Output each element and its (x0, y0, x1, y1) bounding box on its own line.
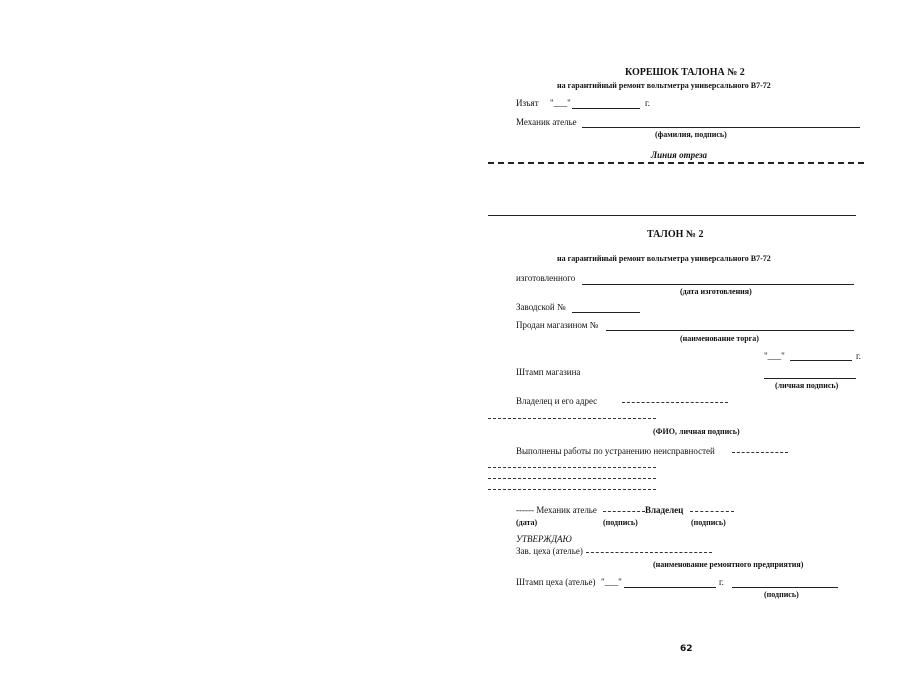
works-dash-line-4 (488, 489, 656, 490)
head-dash-line (586, 552, 712, 553)
workshop-stamp-label: Штамп цеха (ателье) (516, 577, 596, 587)
stub-year-suffix: г. (645, 98, 650, 108)
coupon-title: ТАЛОН № 2 (647, 229, 704, 240)
mechanic-row-dash (603, 511, 645, 512)
sold-line (606, 330, 854, 331)
shop-signature-hint: (личная подпись) (775, 381, 839, 390)
works-label: Выполнены работы по устранению неисправностей (516, 446, 715, 456)
head-label: Зав. цеха (ателье) (516, 546, 583, 556)
sign-hint-2: (подпись) (691, 518, 726, 527)
cut-line (488, 162, 864, 164)
owner-label: Владелец и его адрес (516, 396, 598, 406)
date-hint: (дата) (516, 518, 538, 527)
shop-signature-line (764, 378, 856, 379)
sold-hint: (наименование торга) (680, 334, 759, 343)
coupon-subtitle: на гарантийный ремонт вольтметра универсального В7-72 (557, 254, 771, 263)
stub-removed-label: Изъят (516, 98, 539, 108)
coupon-date-quote: "___" (764, 351, 785, 361)
owner-dash-line-2 (488, 418, 656, 419)
works-dash-line (732, 452, 788, 453)
stub-date-quote: "___" (550, 98, 571, 108)
owner-hint: (ФИО, личная подпись) (653, 427, 740, 436)
works-dash-line-3 (488, 478, 656, 479)
stub-title: КОРЕШОК ТАЛОНА № 2 (625, 67, 745, 78)
workshop-date-quote: "___" (601, 577, 622, 587)
manufactured-label: изготовленного (516, 273, 576, 283)
sign-hint-1: (подпись) (603, 518, 638, 527)
stub-cut-line-label: Линия отреза (651, 150, 707, 160)
approve-label: УТВЕРЖДАЮ (516, 534, 572, 544)
page-number: 62 (680, 644, 693, 654)
stub-date-line (572, 108, 640, 109)
manufactured-line (582, 284, 854, 285)
stub-mechanic-label: Механик ателье (516, 117, 577, 127)
workshop-sign-hint: (подпись) (764, 590, 799, 599)
workshop-year-suffix: г. (719, 577, 724, 587)
stub-mechanic-line (582, 127, 860, 128)
enterprise-hint: (наименование ремонтного предприятия) (653, 560, 804, 569)
works-dash-line-2 (488, 467, 656, 468)
stub-subtitle: на гарантийный ремонт вольтметра универсального В7-72 (557, 81, 771, 90)
workshop-date-line (624, 587, 716, 588)
serial-line (572, 312, 640, 313)
mechanic-row-label: ------ Механик ателье (516, 505, 597, 515)
shop-stamp-label: Штамп магазина (516, 367, 581, 377)
coupon-date-line (790, 360, 852, 361)
workshop-sign-line (732, 587, 838, 588)
stub-mechanic-hint: (фамилия, подпись) (655, 130, 727, 139)
serial-label: Заводской № (516, 302, 566, 312)
owner-dash-line (622, 402, 728, 403)
owner-row-dash (690, 511, 734, 512)
coupon-year-suffix: г. (856, 351, 861, 361)
sold-label: Продан магазином № (516, 320, 599, 330)
manufactured-hint: (дата изготовления) (680, 287, 752, 296)
coupon-top-rule (488, 215, 856, 216)
owner-word: Владелец (645, 505, 684, 515)
